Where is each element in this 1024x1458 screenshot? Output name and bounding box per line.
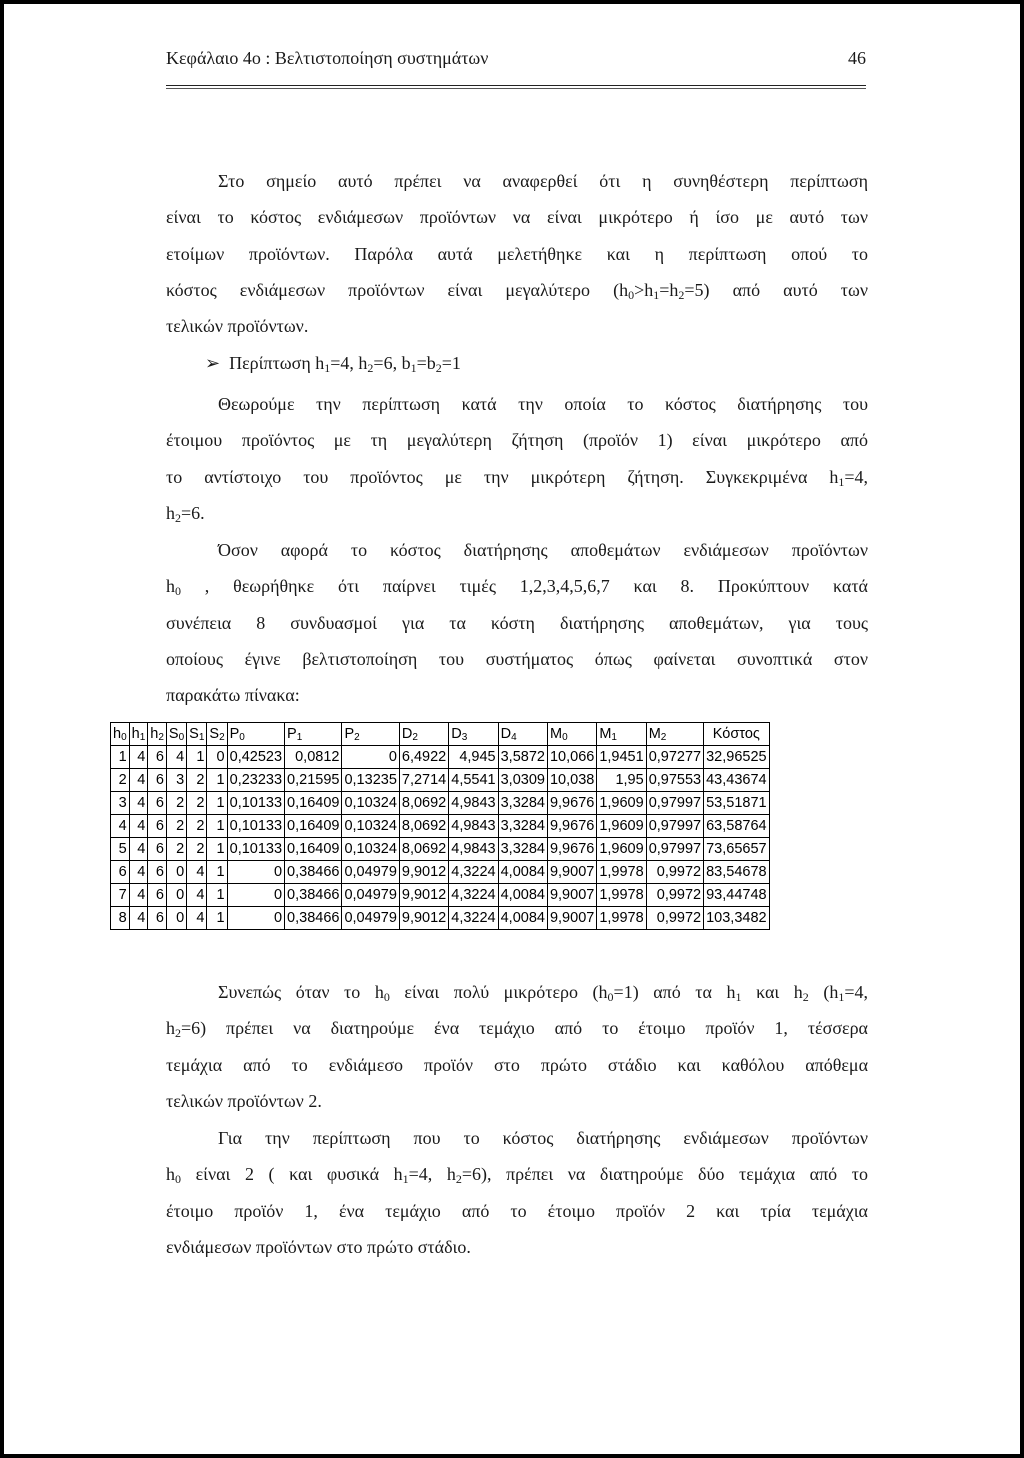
column-header: $M_2$ <box>646 723 703 746</box>
table-cell: 3,3284 <box>498 815 547 838</box>
text-line: ετοίμων προϊόντων. Παρόλα αυτά μελετήθηκε και η περίπτωση οπού το <box>166 243 868 264</box>
column-header: $h_2$ <box>148 723 167 746</box>
table-cell: 9,9007 <box>547 907 596 930</box>
table-cell: 0,10133 <box>227 815 284 838</box>
text-line: τελικών προϊόντων 2. <box>166 1090 322 1111</box>
text-line: συνέπεια 8 συνδυασμοί για τα κόστη διατήρησης αποθεμάτων, για τους <box>166 612 868 633</box>
table-cell: 4 <box>187 907 207 930</box>
column-header: Κόστος <box>704 723 769 746</box>
table-cell: 2 <box>111 769 130 792</box>
text-line: Όσον αφορά το κόστος διατήρησης αποθεμάτων ενδιάμεσων προϊόντων <box>218 540 868 560</box>
table-cell: 4,0084 <box>498 861 547 884</box>
table-cell: 3 <box>166 769 186 792</box>
table-cell: 83,54678 <box>704 861 769 884</box>
table-cell: 1 <box>207 769 227 792</box>
table-cell: 4 <box>129 769 148 792</box>
table-cell: 9,9007 <box>547 884 596 907</box>
table-cell: 0,04979 <box>342 861 399 884</box>
table-cell: 2 <box>166 838 186 861</box>
table-cell: 1 <box>111 746 130 769</box>
table-cell: 0,97277 <box>646 746 703 769</box>
table-row <box>111 815 770 838</box>
table-cell: 9,9012 <box>399 861 448 884</box>
table-cell: 0 <box>166 861 186 884</box>
table-cell: 6 <box>148 792 167 815</box>
table-row <box>111 907 770 930</box>
chapter-title: Κεφάλαιο 4ο : Βελτιστοποίηση συστημάτων <box>166 48 489 68</box>
paragraph-conclusion <box>166 974 868 1119</box>
text-line: ενδιάμεσων προϊόντων στο πρώτο στάδιο. <box>166 1236 471 1257</box>
page-number: 46 <box>848 48 866 68</box>
column-header: $S_2$ <box>207 723 227 746</box>
table-cell: 0 <box>207 746 227 769</box>
column-header: $P_0$ <box>227 723 284 746</box>
column-header: $P_2$ <box>342 723 399 746</box>
table-cell: 4,3224 <box>449 907 498 930</box>
table-cell: 4,5541 <box>449 769 498 792</box>
table-cell: 93,44748 <box>704 884 769 907</box>
table-cell: 0,23233 <box>227 769 284 792</box>
table-cell: 7 <box>111 884 130 907</box>
table-cell: 0,10324 <box>342 838 399 861</box>
table-cell: 1 <box>207 861 227 884</box>
table-cell: 4 <box>111 815 130 838</box>
table-cell: 1,9609 <box>597 838 646 861</box>
table-cell: 8,0692 <box>399 792 448 815</box>
table-cell: 6,4922 <box>399 746 448 769</box>
table-cell: 0,38466 <box>285 884 342 907</box>
column-header: $S_0$ <box>166 723 186 746</box>
table-cell: 9,9012 <box>399 907 448 930</box>
table-cell: 9,9012 <box>399 884 448 907</box>
table-cell: 0,10324 <box>342 792 399 815</box>
text-line: τεμάχια από το ενδιάμεσο προϊόν στο πρώτο στάδιο και καθόλου απόθεμα <box>166 1054 868 1075</box>
table-cell: 3 <box>111 792 130 815</box>
text-line: Για την περίπτωση που το κόστος διατήρησης ενδιάμεσων προϊόντων <box>218 1128 868 1148</box>
table-cell: 9,9676 <box>547 815 596 838</box>
table-cell: 0,21595 <box>285 769 342 792</box>
column-header: $P_1$ <box>285 723 342 746</box>
table-cell: 0,9972 <box>646 861 703 884</box>
table-cell: 1,9978 <box>597 861 646 884</box>
table-cell: 6 <box>148 838 167 861</box>
table-row <box>111 861 770 884</box>
table-cell: 4 <box>129 792 148 815</box>
table-cell: 2 <box>187 769 207 792</box>
column-header: $M_0$ <box>547 723 596 746</box>
table-cell: 1,9978 <box>597 884 646 907</box>
paragraph-costs <box>166 532 868 713</box>
table-cell: 8,0692 <box>399 838 448 861</box>
table-cell: 0,38466 <box>285 907 342 930</box>
table-cell: 0,97997 <box>646 792 703 815</box>
text-line: Στο σημείο αυτό πρέπει να αναφερθεί ότι η συνηθέστερη περίπτωση <box>218 171 868 191</box>
column-header: $D_3$ <box>449 723 498 746</box>
table-cell: 9,9007 <box>547 861 596 884</box>
table-cell: 4 <box>129 884 148 907</box>
table-cell: 1 <box>207 884 227 907</box>
table-cell: 1,9978 <box>597 907 646 930</box>
arrow-bullet-icon: ➢ <box>205 353 221 373</box>
table-cell: 1 <box>207 907 227 930</box>
table-cell: 4 <box>129 861 148 884</box>
table-header-row <box>111 723 770 746</box>
table-cell: 0 <box>227 861 284 884</box>
table-cell: 0,13235 <box>342 769 399 792</box>
table-cell: 0,16409 <box>285 792 342 815</box>
table-cell: 0 <box>166 884 186 907</box>
table-cell: 1,9451 <box>597 746 646 769</box>
table-cell: 6 <box>148 884 167 907</box>
table-cell: 4,9843 <box>449 815 498 838</box>
table-cell: 4,945 <box>449 746 498 769</box>
table-cell: 2 <box>166 815 186 838</box>
table-cell: 1 <box>207 792 227 815</box>
text-line: $h_0$ είναι 2 ( και φυσικά $h_1=4$, $h_2=6$), πρέπει να διατηρούμε δύο τεμάχια από το <box>166 1164 868 1187</box>
column-header: $M_1$ <box>597 723 646 746</box>
table-cell: 4,0084 <box>498 884 547 907</box>
table-cell: 6 <box>148 769 167 792</box>
column-header: $h_1$ <box>129 723 148 746</box>
header-rule <box>166 85 866 86</box>
table-row <box>111 746 770 769</box>
text-line: παρακάτω πίνακα: <box>166 685 300 706</box>
table-cell: 0,97553 <box>646 769 703 792</box>
table-cell: 0,42523 <box>227 746 284 769</box>
table-cell: 6 <box>148 746 167 769</box>
table-cell: 0,10133 <box>227 838 284 861</box>
table-cell: 4 <box>187 884 207 907</box>
table-cell: 4 <box>129 907 148 930</box>
table-cell: 1,9609 <box>597 815 646 838</box>
table-cell: 103,3482 <box>704 907 769 930</box>
table-cell: 0 <box>342 746 399 769</box>
table-row <box>111 884 770 907</box>
table-cell: 6 <box>148 815 167 838</box>
table-cell: 10,038 <box>547 769 596 792</box>
table-cell: 73,65657 <box>704 838 769 861</box>
table-cell: 0,04979 <box>342 907 399 930</box>
text-line: $h_2=6$. <box>166 502 205 525</box>
table-cell: 7,2714 <box>399 769 448 792</box>
table-cell: 1 <box>187 746 207 769</box>
table-cell: 4,9843 <box>449 838 498 861</box>
table-cell: 63,58764 <box>704 815 769 838</box>
header-rule-thin <box>166 88 866 89</box>
table-cell: 0 <box>166 907 186 930</box>
page-header <box>164 44 866 74</box>
results-table <box>110 722 770 930</box>
table-cell: 0,97997 <box>646 815 703 838</box>
table-cell: 0,10133 <box>227 792 284 815</box>
table-cell: 2 <box>187 792 207 815</box>
paragraph-intro <box>166 163 868 344</box>
column-header: $D_4$ <box>498 723 547 746</box>
table-cell: 0,04979 <box>342 884 399 907</box>
table-cell: 4,3224 <box>449 861 498 884</box>
table-cell: 9,9676 <box>547 838 596 861</box>
table-cell: 3,3284 <box>498 838 547 861</box>
table-cell: 3,0309 <box>498 769 547 792</box>
table-cell: 2 <box>187 815 207 838</box>
table-cell: 0,38466 <box>285 861 342 884</box>
table-cell: 0,97997 <box>646 838 703 861</box>
table-row <box>111 769 770 792</box>
table-cell: 0,9972 <box>646 884 703 907</box>
table-cell: 5 <box>111 838 130 861</box>
table-cell: 1 <box>207 838 227 861</box>
table-cell: 4 <box>166 746 186 769</box>
table-cell: 32,96525 <box>704 746 769 769</box>
table-cell: 3,3284 <box>498 792 547 815</box>
table-cell: 53,51871 <box>704 792 769 815</box>
text-line: έτοιμο προϊόν 1, ένα τεμάχιο από το έτοιμο προϊόν 2 και τρία τεμάχια <box>166 1200 868 1221</box>
text-line: κόστος ενδιάμεσων προϊόντων είναι μεγαλύτερο $(h_0>h_1=h_2=5)$ από αυτό των <box>166 279 868 302</box>
table-cell: 3,5872 <box>498 746 547 769</box>
text-line: Θεωρούμε την περίπτωση κατά την οποία το κόστος διατήρησης του <box>218 394 868 414</box>
table-cell: 6 <box>148 907 167 930</box>
table-cell: 10,066 <box>547 746 596 769</box>
table-cell: 4 <box>129 838 148 861</box>
table-cell: 4,0084 <box>498 907 547 930</box>
table-cell: 6 <box>148 861 167 884</box>
table-cell: 9,9676 <box>547 792 596 815</box>
table-cell: 0,0812 <box>285 746 342 769</box>
text-line: Συνεπώς όταν το $h_0$ είναι πολύ μικρότερο $(h_0=1)$ από τα $h_1$ και $h_2$ ($h_1=4$, <box>218 982 868 1004</box>
table-cell: 0,9972 <box>646 907 703 930</box>
case-heading: ➢ Περίπτωση $h_1=4$, $h_2=6$, $b_1=b_2=1$ <box>205 353 461 375</box>
column-header: $S_1$ <box>187 723 207 746</box>
table-cell: 4,3224 <box>449 884 498 907</box>
column-header: $h_0$ <box>111 723 130 746</box>
paragraph-case <box>166 386 868 531</box>
table-cell: 4,9843 <box>449 792 498 815</box>
table-row <box>111 838 770 861</box>
table-cell: 0 <box>227 907 284 930</box>
table-cell: 8,0692 <box>399 815 448 838</box>
table-cell: 0,10324 <box>342 815 399 838</box>
text-line: οποίους έγινε βελτιστοποίηση του συστήματος όπως φαίνεται συνοπτικά στον <box>166 648 868 669</box>
table-cell: 8 <box>111 907 130 930</box>
table-cell: 0 <box>227 884 284 907</box>
table-cell: 4 <box>129 815 148 838</box>
table-cell: 4 <box>187 861 207 884</box>
table-cell: 0,16409 <box>285 838 342 861</box>
paragraph-case-two <box>166 1120 868 1265</box>
table-cell: 6 <box>111 861 130 884</box>
table-cell: 1 <box>207 815 227 838</box>
column-header: $D_2$ <box>399 723 448 746</box>
table-row <box>111 792 770 815</box>
table-cell: 43,43674 <box>704 769 769 792</box>
text-line: το αντίστοιχο του προϊόντος με την μικρότερη ζήτηση. Συγκεκριμένα $h_1=4$, <box>166 466 868 489</box>
table-cell: 2 <box>166 792 186 815</box>
table-cell: 2 <box>187 838 207 861</box>
text-line: έτοιμου προϊόντος με τη μεγαλύτερη ζήτηση (προϊόν 1) είναι μικρότερο από <box>166 430 868 451</box>
table-cell: 4 <box>129 746 148 769</box>
text-line: είναι το κόστος ενδιάμεσων προϊόντων να είναι μικρότερο ή ίσο με αυτό των <box>166 207 868 228</box>
table-cell: 1,9609 <box>597 792 646 815</box>
table-cell: 1,95 <box>597 769 646 792</box>
text-line: $h_0$ , θεωρήθηκε ότι παίρνει τιμές 1,2,3,4,5,6,7 και 8. Προκύπτουν κατά <box>166 576 868 599</box>
text-line: τελικών προϊόντων. <box>166 316 309 337</box>
table-cell: 0,16409 <box>285 815 342 838</box>
text-line: $h_2=6$) πρέπει να διατηρούμε ένα τεμάχιο από το έτοιμο προϊόν 1, τέσσερα <box>166 1018 868 1041</box>
